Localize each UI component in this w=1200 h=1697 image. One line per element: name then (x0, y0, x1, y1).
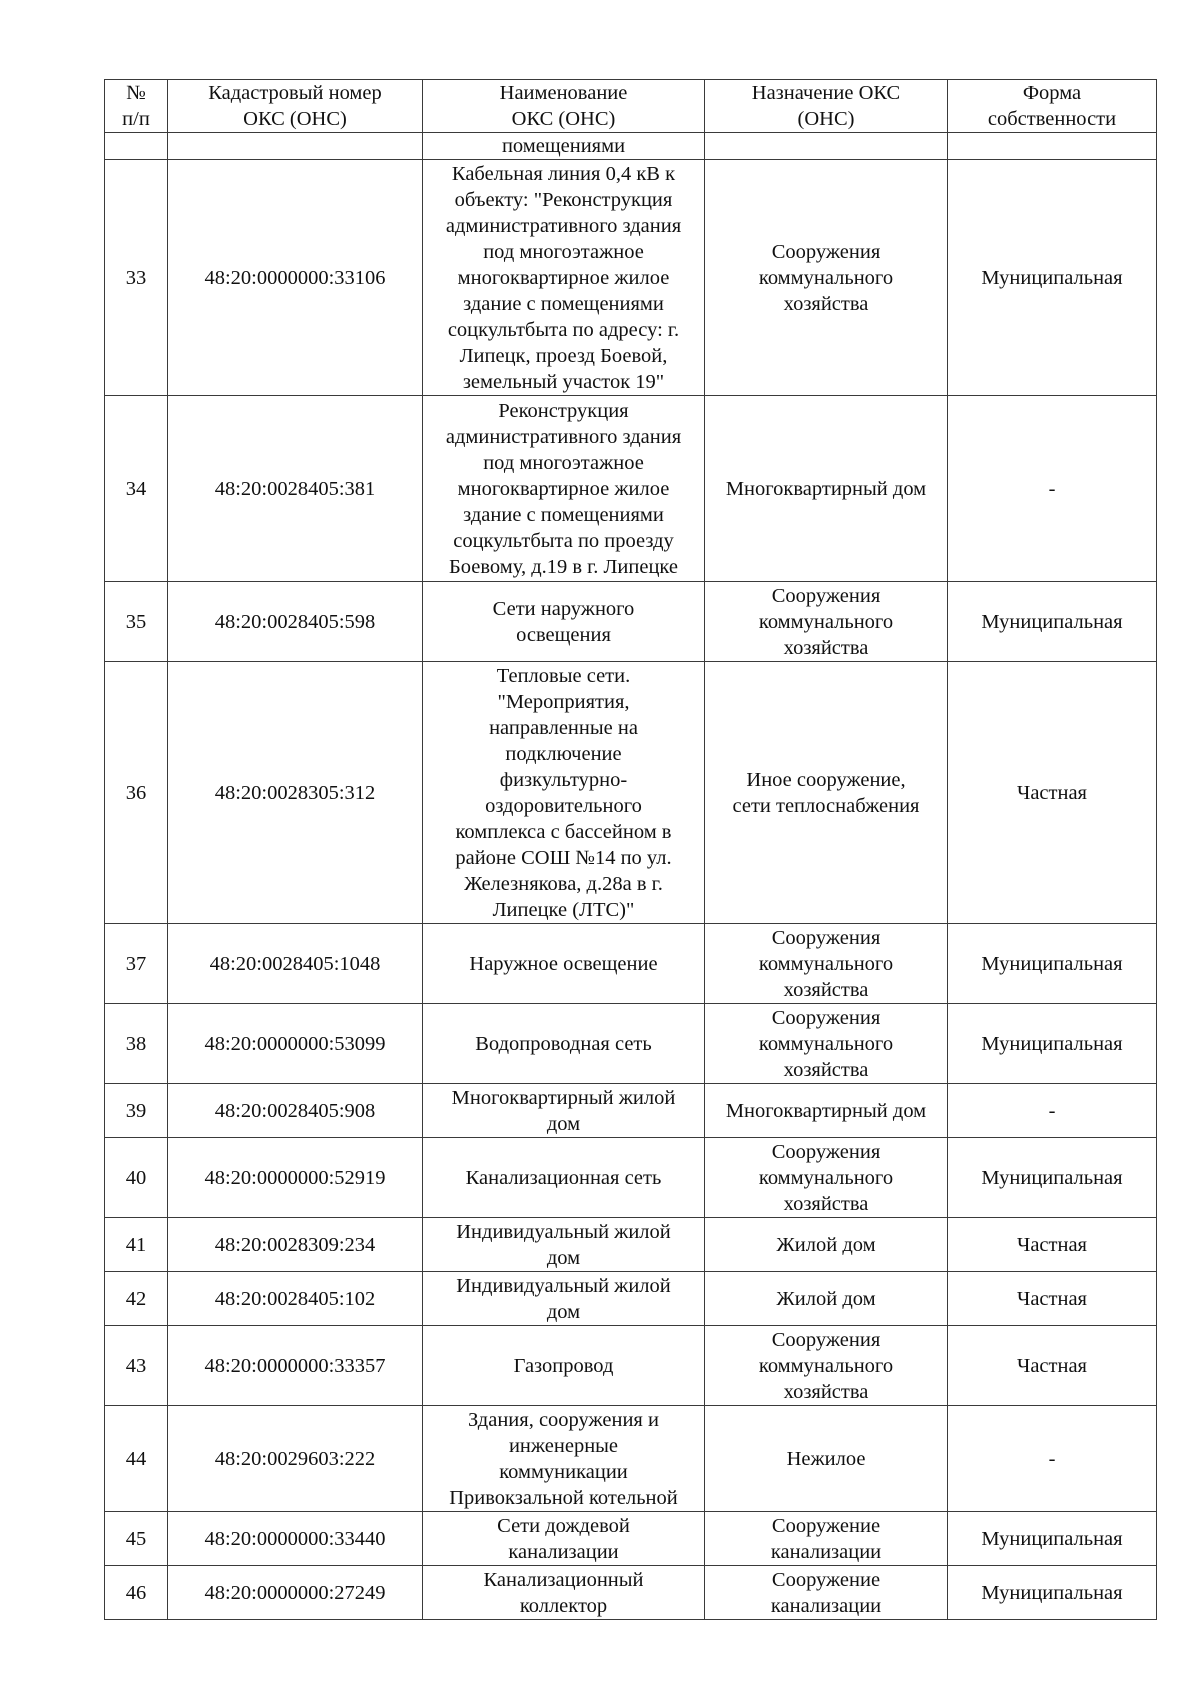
cell-num: 36 (105, 662, 168, 924)
header-cadastral-number: Кадастровый номер ОКС (ОНС) (168, 80, 423, 133)
cell-ownership: - (948, 1084, 1157, 1138)
cell-ownership: - (948, 1406, 1157, 1512)
cell-cadastral-number: 48:20:0028309:234 (168, 1218, 423, 1272)
table-row (105, 1004, 1157, 1084)
header-num: № п/п (105, 80, 168, 133)
table-row (105, 924, 1157, 1004)
cell-purpose: Сооружение канализации (705, 1566, 948, 1620)
cell-num: 34 (105, 396, 168, 582)
cell-purpose: Сооружения коммунального хозяйства (705, 582, 948, 662)
cell-num: 45 (105, 1512, 168, 1566)
cell-purpose: Многоквартирный дом (705, 1084, 948, 1138)
table-row (105, 1138, 1157, 1218)
cell-name: Наружное освещение (423, 924, 705, 1004)
table-row (105, 396, 1157, 582)
table-row (105, 1566, 1157, 1620)
cell-purpose: Сооружения коммунального хозяйства (705, 924, 948, 1004)
cell-purpose: Сооружения коммунального хозяйства (705, 1326, 948, 1406)
cell-purpose: Многоквартирный дом (705, 396, 948, 582)
cell-name: Сети дождевой канализации (423, 1512, 705, 1566)
continuation-row (105, 133, 1157, 160)
cell-ownership: Муниципальная (948, 1138, 1157, 1218)
cell-name: Газопровод (423, 1326, 705, 1406)
cell-ownership: Муниципальная (948, 582, 1157, 662)
table-row (105, 1406, 1157, 1512)
cell-cadastral-number: 48:20:0028405:598 (168, 582, 423, 662)
cell-cadastral-number: 48:20:0000000:52919 (168, 1138, 423, 1218)
table-row (105, 1218, 1157, 1272)
cell-name: помещениями (423, 133, 705, 160)
cell-purpose: Сооружение канализации (705, 1512, 948, 1566)
cell-cadastral-number: 48:20:0000000:33357 (168, 1326, 423, 1406)
cell-name: Канализационный коллектор (423, 1566, 705, 1620)
cell-ownership: Частная (948, 662, 1157, 924)
table-row (105, 582, 1157, 662)
table-row (105, 1512, 1157, 1566)
cell-ownership: Частная (948, 1326, 1157, 1406)
cell-name: Индивидуальный жилой дом (423, 1272, 705, 1326)
cell-num (105, 133, 168, 160)
cell-ownership: - (948, 396, 1157, 582)
cell-cadastral-number: 48:20:0028405:1048 (168, 924, 423, 1004)
cell-ownership: Муниципальная (948, 924, 1157, 1004)
cell-cadastral-number: 48:20:0028405:102 (168, 1272, 423, 1326)
cell-ownership: Муниципальная (948, 1566, 1157, 1620)
cell-name: Канализационная сеть (423, 1138, 705, 1218)
cell-name: Водопроводная сеть (423, 1004, 705, 1084)
cell-cadastral-number: 48:20:0000000:33440 (168, 1512, 423, 1566)
cell-num: 39 (105, 1084, 168, 1138)
cell-cadastral-number (168, 133, 423, 160)
table-header-row (105, 80, 1157, 133)
cell-num: 38 (105, 1004, 168, 1084)
cell-name: Тепловые сети. "Мероприятия, направленные на подключение физкультурно- оздоровительного комплекса с бассейном в районе СОШ №14 по ул. Железнякова, д.28а в г. Липецке (ЛТС)" (423, 662, 705, 924)
cell-num: 43 (105, 1326, 168, 1406)
cell-purpose: Сооружения коммунального хозяйства (705, 1138, 948, 1218)
table-row (105, 1084, 1157, 1138)
cell-name: Здания, сооружения и инженерные коммуникации Привокзальной котельной (423, 1406, 705, 1512)
cell-name: Реконструкция административного здания под многоэтажное многоквартирное жилое здание с помещениями соцкультбыта по проезду Боевому, д.19 в г. Липецке (423, 396, 705, 582)
cell-cadastral-number: 48:20:0028305:312 (168, 662, 423, 924)
table-body (105, 133, 1157, 1620)
header-purpose: Назначение ОКС (ОНС) (705, 80, 948, 133)
cell-cadastral-number: 48:20:0000000:27249 (168, 1566, 423, 1620)
cell-cadastral-number: 48:20:0028405:381 (168, 396, 423, 582)
cell-num: 41 (105, 1218, 168, 1272)
cell-purpose: Жилой дом (705, 1272, 948, 1326)
cell-name: Кабельная линия 0,4 кВ к объекту: "Реконструкция административного здания под многоэтажное многоквартирное жилое здание с помещениями соцкультбыта по адресу: г. Липецк, проезд Боевой, земельный участок 19" (423, 160, 705, 396)
cell-cadastral-number: 48:20:0029603:222 (168, 1406, 423, 1512)
cell-cadastral-number: 48:20:0028405:908 (168, 1084, 423, 1138)
cell-num: 40 (105, 1138, 168, 1218)
cell-num: 33 (105, 160, 168, 396)
table-row (105, 160, 1157, 396)
cell-ownership: Муниципальная (948, 1512, 1157, 1566)
cell-num: 44 (105, 1406, 168, 1512)
header-ownership: Форма собственности (948, 80, 1157, 133)
cell-purpose (705, 133, 948, 160)
cell-name: Сети наружного освещения (423, 582, 705, 662)
cell-num: 46 (105, 1566, 168, 1620)
cell-purpose: Жилой дом (705, 1218, 948, 1272)
cell-ownership: Муниципальная (948, 1004, 1157, 1084)
cell-num: 42 (105, 1272, 168, 1326)
cell-purpose: Нежилое (705, 1406, 948, 1512)
cell-ownership (948, 133, 1157, 160)
cell-ownership: Частная (948, 1272, 1157, 1326)
cell-purpose: Иное сооружение, сети теплоснабжения (705, 662, 948, 924)
cell-ownership: Муниципальная (948, 160, 1157, 396)
cell-purpose: Сооружения коммунального хозяйства (705, 1004, 948, 1084)
table-row (105, 662, 1157, 924)
cell-name: Многоквартирный жилой дом (423, 1084, 705, 1138)
cell-ownership: Частная (948, 1218, 1157, 1272)
cell-name: Индивидуальный жилой дом (423, 1218, 705, 1272)
cell-cadastral-number: 48:20:0000000:33106 (168, 160, 423, 396)
objects-table (104, 79, 1157, 1620)
cell-purpose: Сооружения коммунального хозяйства (705, 160, 948, 396)
table-row (105, 1326, 1157, 1406)
table-row (105, 1272, 1157, 1326)
cell-num: 37 (105, 924, 168, 1004)
cell-num: 35 (105, 582, 168, 662)
cell-cadastral-number: 48:20:0000000:53099 (168, 1004, 423, 1084)
header-name: Наименование ОКС (ОНС) (423, 80, 705, 133)
